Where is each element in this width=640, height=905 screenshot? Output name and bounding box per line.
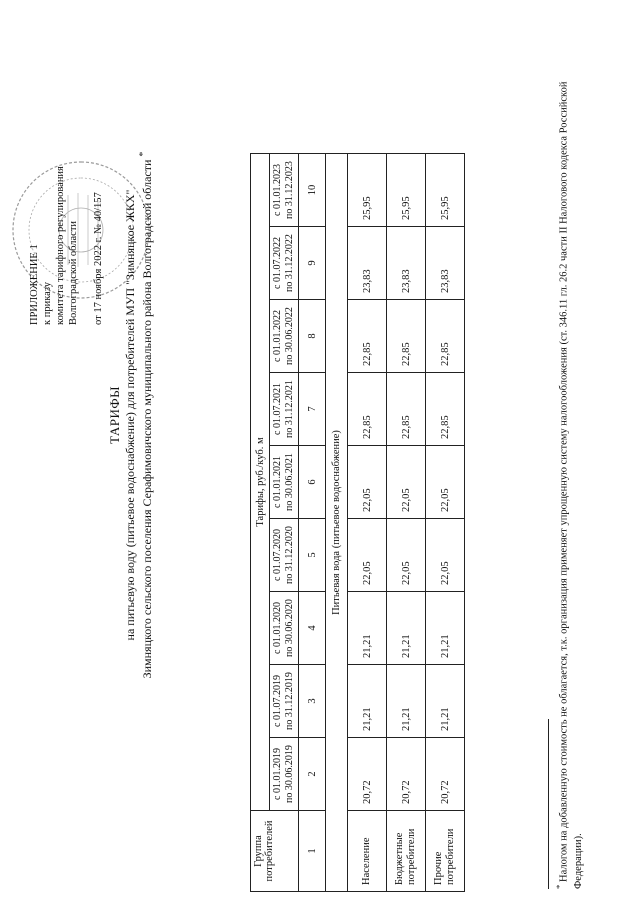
tariff-value: 25,95 <box>348 154 387 227</box>
period-from: с 01.01.2021 <box>272 456 283 508</box>
approval-line-1: ПРИЛОЖЕНИЕ 1 <box>29 244 40 325</box>
tariff-value: 22,05 <box>387 519 426 592</box>
column-number: 1 <box>299 811 326 892</box>
period-row <box>270 154 299 892</box>
tariff-value: 22,85 <box>387 300 426 373</box>
tariff-value: 21,21 <box>387 665 426 738</box>
title-line-3: Зимняцкого сельского поселения Серафимовичского муниципального района Волгоградской области * <box>138 151 154 679</box>
period-from: с 01.07.2020 <box>272 529 283 581</box>
period-from: с 01.01.2020 <box>272 602 283 654</box>
period-header <box>270 154 299 227</box>
period-from: с 01.07.2021 <box>272 383 283 435</box>
column-number: 8 <box>299 300 326 373</box>
section-label: Питьевая вода (питьевое водоснабжение) <box>326 154 348 892</box>
tariff-value: 22,05 <box>426 446 465 519</box>
group-header: Группа потребителей <box>251 811 299 892</box>
period-to: по 30.06.2021 <box>284 453 295 511</box>
footnote-mark: * <box>554 884 564 889</box>
period-from: с 01.07.2019 <box>272 675 283 727</box>
title-footnote-mark: * <box>138 151 149 157</box>
period-header <box>270 446 299 519</box>
period-from: с 01.01.2019 <box>272 748 283 800</box>
tariff-value: 22,05 <box>348 519 387 592</box>
column-number: 10 <box>299 154 326 227</box>
tariff-value: 22,85 <box>387 373 426 446</box>
tariff-value: 20,72 <box>348 738 387 811</box>
approval-line-2: к приказу <box>42 282 53 325</box>
approval-block <box>28 65 105 325</box>
approval-date: от 17 ноября 2022 г. № 40/157 <box>93 192 104 325</box>
footnote-text: Налогом на добавленную стоимость не облагается, т.к. организация применяет упрощенную систему налогообложения (ст. 346.11 гл. 26.2 части II Налогового кодекса Российской Федерации). <box>558 81 584 889</box>
period-to: по 31.12.2023 <box>284 161 295 219</box>
tariff-value: 22,85 <box>348 300 387 373</box>
period-to: по 31.12.2022 <box>284 234 295 292</box>
tariff-value: 22,85 <box>426 373 465 446</box>
column-number: 9 <box>299 227 326 300</box>
period-header <box>270 665 299 738</box>
column-number-row <box>299 154 326 892</box>
column-number: 5 <box>299 519 326 592</box>
table-row <box>348 154 387 892</box>
tariff-table <box>250 153 465 892</box>
tariff-value: 25,95 <box>426 154 465 227</box>
tariff-value: 22,85 <box>426 300 465 373</box>
period-to: по 31.12.2021 <box>284 380 295 438</box>
period-to: по 30.06.2020 <box>284 599 295 657</box>
table-row <box>426 154 465 892</box>
tariff-value: 22,85 <box>348 373 387 446</box>
document-title <box>108 25 154 805</box>
approval-line-3: комитета тарифного регулирования <box>55 166 66 325</box>
tariff-value: 20,72 <box>387 738 426 811</box>
period-header <box>270 373 299 446</box>
tariff-value: 21,21 <box>426 592 465 665</box>
section-row <box>326 154 348 892</box>
tariff-value: 22,05 <box>348 446 387 519</box>
column-number: 6 <box>299 446 326 519</box>
period-header <box>270 300 299 373</box>
period-to: по 30.06.2019 <box>284 745 295 803</box>
consumer-group: Прочие потребители <box>426 811 465 892</box>
period-from: с 01.01.2022 <box>272 310 283 362</box>
tariff-value: 22,05 <box>387 446 426 519</box>
footnote-rule <box>548 719 549 889</box>
title-main: ТАРИФЫ <box>107 386 122 444</box>
period-header <box>270 519 299 592</box>
period-header <box>270 227 299 300</box>
tariff-value: 25,95 <box>387 154 426 227</box>
title-line-2: на питьевую воду (питьевое водоснабжение) для потребителей МУП "Зимняцкое ЖКХ" <box>123 189 137 641</box>
tariff-value: 22,05 <box>426 519 465 592</box>
column-number: 2 <box>299 738 326 811</box>
period-to: по 31.12.2020 <box>284 526 295 584</box>
period-header <box>270 592 299 665</box>
header-row <box>251 154 270 892</box>
column-number: 7 <box>299 373 326 446</box>
tariff-value: 21,21 <box>348 665 387 738</box>
column-number: 3 <box>299 665 326 738</box>
column-number: 4 <box>299 592 326 665</box>
footnote <box>552 29 586 889</box>
tariff-value: 20,72 <box>426 738 465 811</box>
tariff-value: 23,83 <box>426 227 465 300</box>
tariff-value: 21,21 <box>348 592 387 665</box>
period-from: с 01.07.2022 <box>272 237 283 289</box>
tariff-value: 21,21 <box>387 592 426 665</box>
tariff-value: 21,21 <box>426 665 465 738</box>
tariff-value: 23,83 <box>348 227 387 300</box>
period-to: по 31.12.2019 <box>284 672 295 730</box>
period-from: с 01.01.2023 <box>272 164 283 216</box>
tariff-header: Тарифы, руб./куб. м <box>251 154 270 811</box>
approval-line-4: Волгоградской области <box>68 220 79 325</box>
consumer-group: Население <box>348 811 387 892</box>
table-row <box>387 154 426 892</box>
period-header <box>270 738 299 811</box>
consumer-group: Бюджетные потребители <box>387 811 426 892</box>
tariff-value: 23,83 <box>387 227 426 300</box>
period-to: по 30.06.2022 <box>284 307 295 365</box>
